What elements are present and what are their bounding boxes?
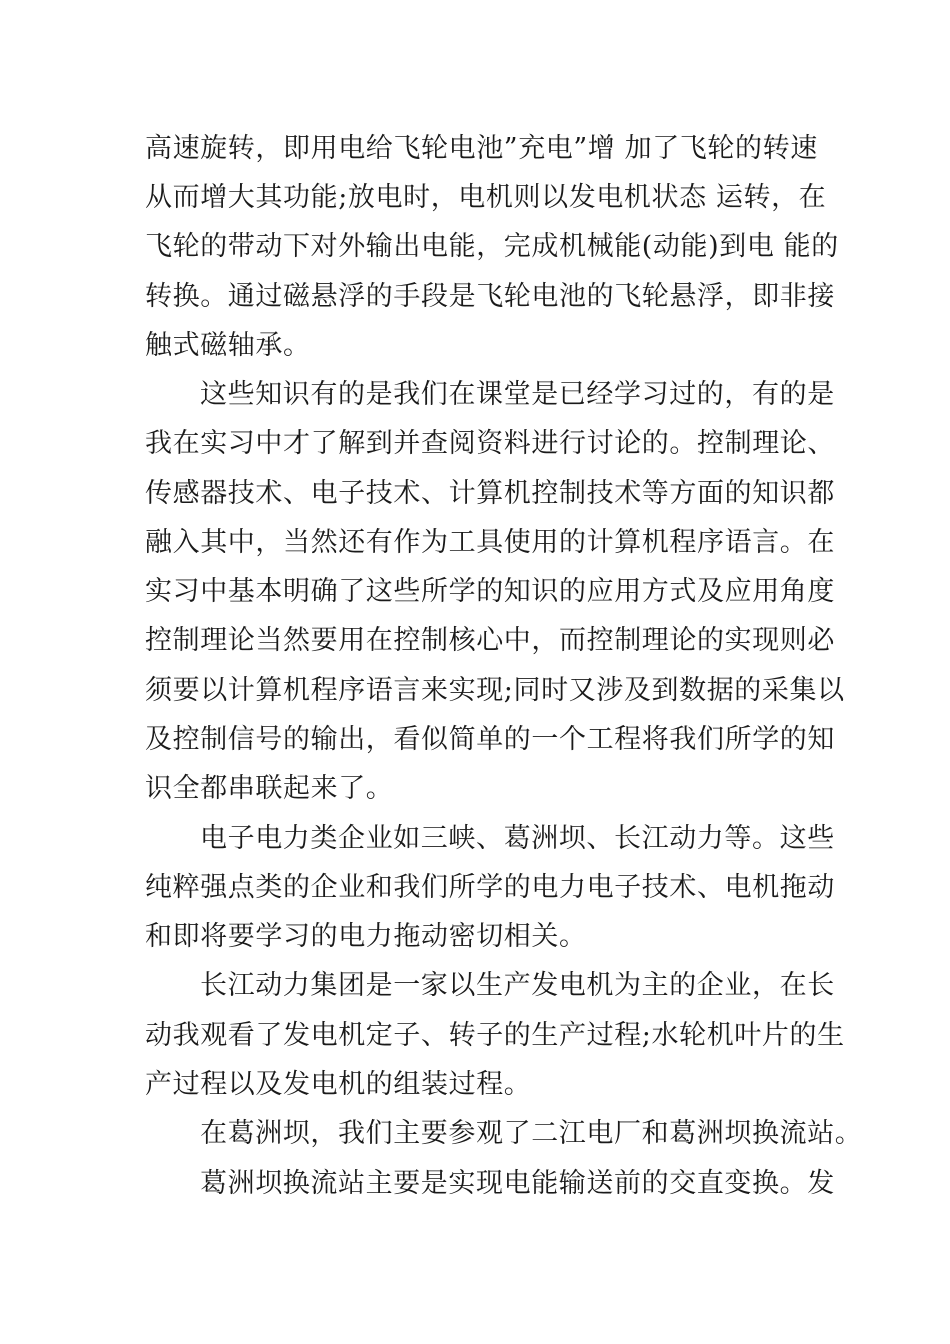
text-line: 转换。通过磁悬浮的手段是飞轮电池的飞轮悬浮，即非接 <box>145 281 835 312</box>
text-line: 须要以计算机程序语言来实现;同时又涉及到数据的采集以 <box>145 675 845 706</box>
text-line: 控制理论当然要用在控制核心中，而控制理论的实现则必 <box>145 625 835 656</box>
paragraph-start: 这些知识有的是我们在课堂是已经学习过的，有的是 <box>200 379 835 410</box>
text-line: 动我观看了发电机定子、转子的生产过程;水轮机叶片的生 <box>145 1020 845 1051</box>
text-line: 融入其中，当然还有作为工具使用的计算机程序语言。在 <box>145 527 835 558</box>
text-line: 触式磁轴承。 <box>145 330 311 361</box>
text-line: 识全都串联起来了。 <box>145 773 394 804</box>
text-line: 我在实习中才了解到并查阅资料进行讨论的。控制理论、 <box>145 428 835 459</box>
text-line: 和即将要学习的电力拖动密切相关。 <box>145 921 587 952</box>
text-line: 从而增大其功能;放电时，电机则以发电机状态 运转，在 <box>145 182 827 213</box>
text-line: 飞轮的带动下对外输出电能，完成机械能(动能)到电 能的 <box>145 231 839 262</box>
text-line: 产过程以及发电机的组装过程。 <box>145 1069 532 1100</box>
paragraph-start: 电子电力类企业如三峡、葛洲坝、长江动力等。这些 <box>200 823 835 854</box>
text-line: 及控制信号的输出，看似简单的一个工程将我们所学的知 <box>145 724 835 755</box>
text-line: 传感器技术、电子技术、计算机控制技术等方面的知识都 <box>145 478 835 509</box>
paragraph-start: 长江动力集团是一家以生产发电机为主的企业，在长 <box>200 970 835 1001</box>
text-line: 实习中基本明确了这些所学的知识的应用方式及应用角度 <box>145 576 835 607</box>
text-line: 高速旋转，即用电给飞轮电池”充电”增 加了飞轮的转速 <box>145 133 818 164</box>
paragraph-start: 葛洲坝换流站主要是实现电能输送前的交直变换。发 <box>200 1168 835 1199</box>
text-line: 纯粹强点类的企业和我们所学的电力电子技术、电机拖动 <box>145 872 835 903</box>
paragraph-start: 在葛洲坝，我们主要参观了二江电厂和葛洲坝换流站。 <box>200 1118 863 1149</box>
